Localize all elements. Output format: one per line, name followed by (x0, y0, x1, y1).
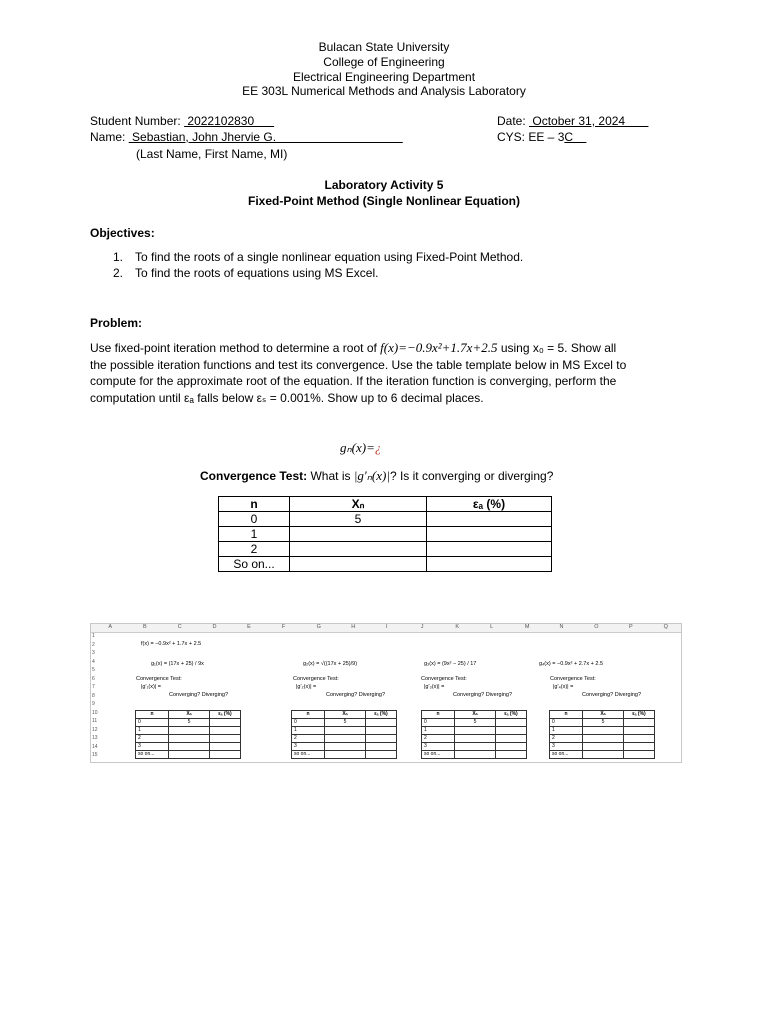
mini-table-header: n (136, 711, 169, 719)
sheet-d1: |g′₁(x)| = (141, 684, 161, 690)
mini-table-cell (366, 719, 397, 727)
mini-table-cell (624, 743, 655, 751)
column-header: O (594, 624, 599, 630)
mini-table-cell (455, 743, 496, 751)
date-label: Date: (497, 114, 526, 128)
mini-table-header: εₐ (%) (210, 711, 241, 719)
iteration-table (218, 496, 552, 572)
table-cell: 2 (219, 542, 290, 557)
sheet-conv-q: Converging? Diverging? (453, 692, 513, 698)
sheet-conv-label: Convergence Test: (136, 676, 182, 682)
derivative-expr: |g′ₙ(x)| (353, 468, 390, 483)
problem-statement (90, 340, 680, 406)
column-header-bar (91, 624, 681, 633)
row-header: 3 (92, 650, 95, 656)
sheet-conv-label: Convergence Test: (550, 676, 596, 682)
mini-table-header: εₐ (%) (366, 711, 397, 719)
mini-table-cell (496, 727, 527, 735)
mini-table-header: Xₙ (325, 711, 366, 719)
name-label: Name: (90, 130, 126, 144)
column-header: L (490, 624, 494, 630)
mini-table-cell (624, 719, 655, 727)
table-cell: 1 (219, 527, 290, 542)
mini-table-cell (624, 751, 655, 759)
name-value: Sebastian, John Jhervie G. (128, 130, 403, 144)
mini-table-cell: 5 (169, 719, 210, 727)
mini-table-header: εₐ (%) (624, 711, 655, 719)
mini-table-cell: 1 (292, 727, 325, 735)
row-header: 2 (92, 641, 95, 648)
mini-table-cell: 0 (550, 719, 583, 727)
row-header: 11 (92, 718, 98, 724)
table-cell: 0 (219, 512, 290, 527)
mini-table-cell: 2 (422, 735, 455, 743)
mini-iteration-table (135, 710, 241, 759)
course-title: EE 303L Numerical Methods and Analysis Laboratory (242, 84, 526, 98)
row-header: 8 (92, 692, 95, 699)
table-header-row (219, 497, 552, 512)
mini-table-cell (455, 727, 496, 735)
cys-row (497, 130, 586, 144)
table-row (219, 527, 552, 542)
convergence-test-line: Convergence Test: What is |g′ₙ(x)|? Is it converging or diverging? (200, 468, 554, 483)
table-cell (290, 557, 427, 572)
student-number-row (90, 114, 274, 128)
mini-table-cell: 1 (422, 727, 455, 735)
mini-table-cell (455, 735, 496, 743)
objective-item-1: 1. To find the roots of a single nonlinear equation using Fixed-Point Method. (113, 250, 524, 264)
row-header: 13 (92, 735, 98, 741)
column-header: Q (663, 624, 668, 630)
sheet-conv-label: Convergence Test: (421, 676, 467, 682)
objective-text: To find the roots of a single nonlinear equation using Fixed-Point Method. (135, 250, 524, 264)
column-header: M (524, 624, 530, 630)
mini-table-cell: 3 (136, 743, 169, 751)
mini-table-header: Xₙ (583, 711, 624, 719)
mini-table-cell (169, 751, 210, 759)
name-row (90, 130, 403, 144)
mini-table-cell (583, 735, 624, 743)
problem-line-2: the possible iteration functions and test its convergence. Use the table template below in MS Excel to (90, 357, 627, 372)
table-cell: 5 (290, 512, 427, 527)
student-number-value: 2022102830 (184, 114, 275, 128)
mini-table-cell (496, 735, 527, 743)
row-header: 6 (92, 675, 95, 682)
table-header: εₐ (%) (427, 497, 552, 512)
mini-table-cell: 3 (292, 743, 325, 751)
sheet-conv-q: Converging? Diverging? (169, 692, 229, 698)
mini-table-header: εₐ (%) (496, 711, 527, 719)
table-cell (290, 527, 427, 542)
table-cell: So on... (219, 557, 290, 572)
iteration-function-formula: gₙ(x)=¿ (340, 440, 382, 455)
mini-table-cell: 1 (550, 727, 583, 735)
mini-table-header: n (422, 711, 455, 719)
column-header: C (177, 624, 182, 630)
mini-table-cell (496, 751, 527, 759)
activity-subtitle: Fixed-Point Method (Single Nonlinear Equation) (248, 194, 520, 208)
objectives-heading: Objectives: (90, 226, 155, 240)
sheet-d3: |g′₃(x)| = (424, 684, 445, 690)
mini-table-cell: 3 (422, 743, 455, 751)
row-header: 12 (92, 726, 98, 733)
name-format-hint: (Last Name, First Name, MI) (136, 147, 288, 161)
mini-table-cell: 1 (136, 727, 169, 735)
column-header: E (247, 624, 251, 630)
mini-table-cell (210, 719, 241, 727)
excel-screenshot (90, 623, 682, 763)
table-cell (427, 542, 552, 557)
table-row (219, 542, 552, 557)
row-header: 4 (92, 658, 95, 665)
mini-table-cell (455, 751, 496, 759)
problem-line-3: compute for the approximate root of the equation. If the iteration function is converging, perform the (90, 374, 617, 388)
mini-table-cell (169, 735, 210, 743)
mini-table-cell: so on... (292, 751, 325, 759)
column-header: B (143, 624, 147, 630)
row-header: 5 (92, 667, 95, 673)
table-cell (427, 557, 552, 572)
row-header: 1 (92, 633, 95, 639)
objective-text: To find the roots of equations using MS Excel. (135, 266, 379, 280)
column-header: D (212, 624, 217, 630)
column-header: K (455, 624, 460, 630)
mini-iteration-table (549, 710, 655, 759)
mini-table-cell (496, 743, 527, 751)
row-header: 15 (92, 752, 98, 758)
column-header: H (351, 624, 356, 630)
mini-table-cell: 5 (455, 719, 496, 727)
university-name: Bulacan State University (318, 40, 450, 54)
mini-iteration-table (421, 710, 527, 759)
student-number-label: Student Number: (90, 114, 181, 128)
objective-item-2: 2. To find the roots of equations using MS Excel. (113, 266, 379, 280)
column-header: N (559, 624, 564, 630)
mini-table-cell (325, 751, 366, 759)
mini-table-cell (169, 727, 210, 735)
mini-table-cell: 2 (136, 735, 169, 743)
cys-value: C (564, 130, 587, 144)
sheet-g4: g₄(x) = −0.9x² + 2.7x + 2.5 (539, 661, 604, 667)
mini-table-cell: 2 (292, 735, 325, 743)
mini-table-cell: 5 (583, 719, 624, 727)
college-name: College of Engineering (323, 55, 445, 69)
mini-table-cell (366, 751, 397, 759)
row-header: 7 (92, 684, 95, 690)
function-equation: f(x)=−0.9x²+1.7x+2.5 (380, 340, 498, 355)
table-header: Xₙ (290, 497, 427, 512)
sheet-g2: g₂(x) = √((17x + 25)/9) (303, 661, 358, 667)
row-header: 10 (92, 709, 98, 716)
mini-table-cell: so on... (422, 751, 455, 759)
mini-table-cell: 0 (422, 719, 455, 727)
mini-table-cell (210, 751, 241, 759)
sheet-g3: g₃(x) = (9x² − 25) / 17 (424, 661, 477, 667)
mini-table-cell (366, 743, 397, 751)
sheet-conv-q: Converging? Diverging? (326, 692, 386, 698)
mini-table-cell (210, 727, 241, 735)
column-header: J (420, 624, 424, 630)
row-header: 9 (92, 701, 95, 707)
mini-table-cell (624, 727, 655, 735)
mini-table-header: n (550, 711, 583, 719)
sheet-conv-label: Convergence Test: (293, 676, 339, 682)
mini-table-cell: 0 (292, 719, 325, 727)
column-header: P (628, 624, 633, 630)
sheet-d2: |g′₂(x)| = (296, 684, 317, 690)
table-cell (427, 512, 552, 527)
mini-table-cell: so on... (550, 751, 583, 759)
sheet-function: f(x) = −0.9x² + 1.7x + 2.5 (141, 641, 202, 647)
date-value: October 31, 2024 (529, 114, 649, 128)
mini-table-cell (325, 727, 366, 735)
sheet-g1: g₁(x) = (17x + 25) / 9x (151, 661, 204, 667)
table-header: n (219, 497, 290, 512)
convergence-label: Convergence Test: (200, 469, 308, 483)
mini-table-cell (169, 743, 210, 751)
sheet-conv-q: Converging? Diverging? (582, 692, 642, 698)
date-row (497, 114, 648, 128)
column-header: A (108, 624, 113, 630)
missing-glyph: ¿ (374, 440, 382, 455)
mini-table-cell: 3 (550, 743, 583, 751)
mini-table-cell (496, 719, 527, 727)
mini-table-cell (325, 735, 366, 743)
department-name: Electrical Engineering Department (292, 70, 476, 84)
mini-table-cell: 5 (325, 719, 366, 727)
table-row (219, 512, 552, 527)
mini-table-cell (210, 735, 241, 743)
table-cell (427, 527, 552, 542)
table-row (219, 557, 552, 572)
mini-table-header: Xₙ (169, 711, 210, 719)
mini-table-cell (325, 743, 366, 751)
mini-table-cell (583, 727, 624, 735)
mini-table-cell (366, 727, 397, 735)
sheet-d4: |g′₄(x)| = (553, 684, 574, 690)
mini-iteration-table (291, 710, 397, 759)
problem-line-4: computation until εₐ falls below εₛ = 0.001%. Show up to 6 decimal places. (90, 390, 484, 405)
activity-title: Laboratory Activity 5 (324, 178, 444, 192)
mini-table-cell (210, 743, 241, 751)
column-header: G (316, 624, 321, 630)
mini-table-cell (624, 735, 655, 743)
mini-table-header: n (292, 711, 325, 719)
problem-heading: Problem: (90, 316, 143, 330)
mini-table-cell: 2 (550, 735, 583, 743)
mini-table-cell: 0 (136, 719, 169, 727)
table-cell (290, 542, 427, 557)
column-header: I (386, 624, 388, 630)
mini-table-header: Xₙ (455, 711, 496, 719)
row-header: 14 (92, 743, 98, 750)
problem-line-1: Use fixed-point iteration method to determine a root of f(x)=−0.9x²+1.7x+2.5 using x₀ = 5. Show all (90, 340, 617, 355)
column-header: F (281, 624, 286, 630)
mini-table-cell (583, 743, 624, 751)
mini-table-cell: so on... (136, 751, 169, 759)
mini-table-cell (366, 735, 397, 743)
cys-label: CYS: EE – 3 (497, 130, 565, 144)
mini-table-cell (583, 751, 624, 759)
